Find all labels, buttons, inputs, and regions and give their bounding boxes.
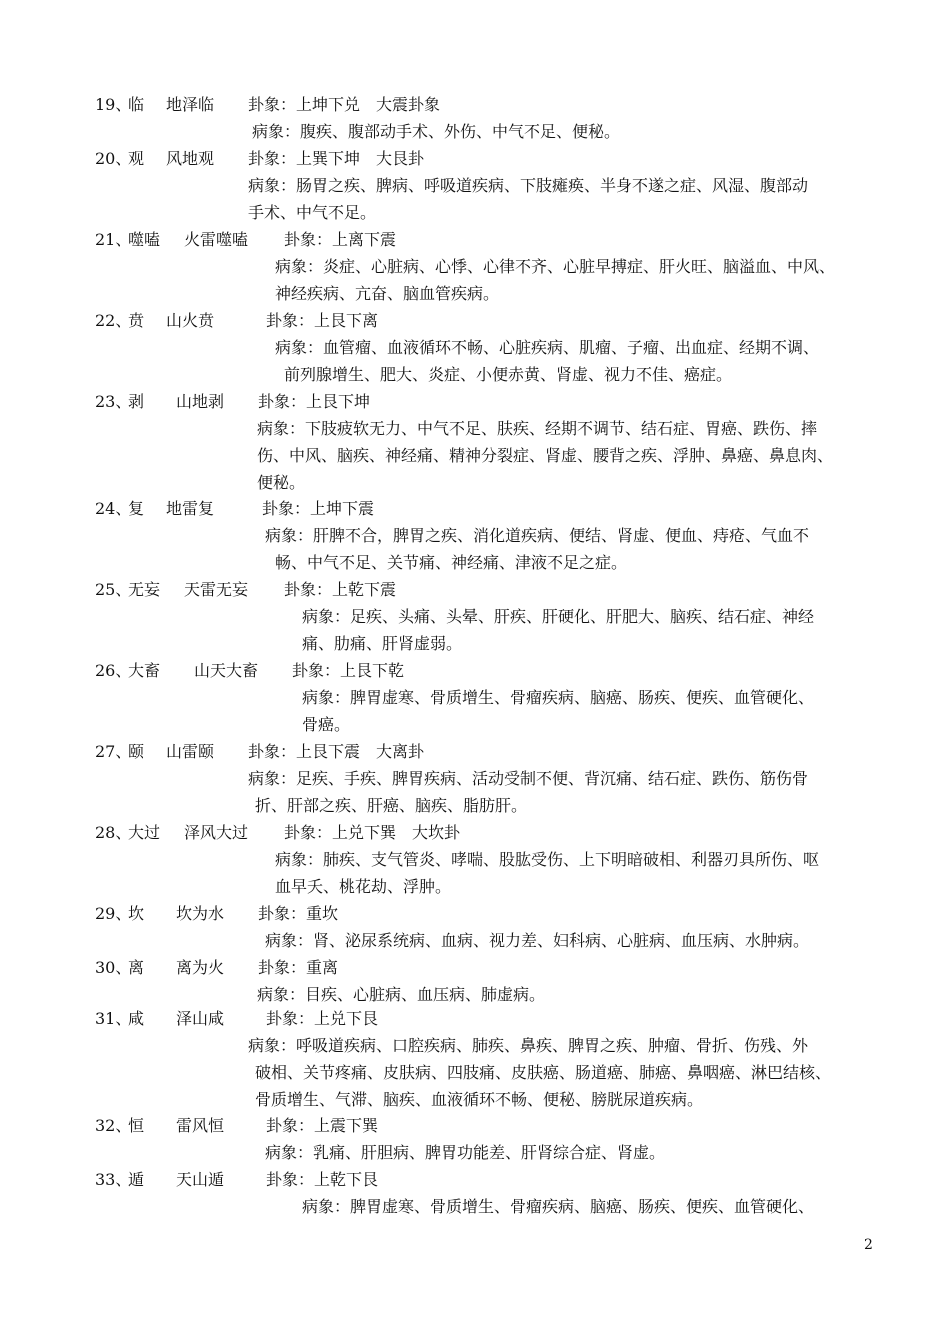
entry-header — [0, 388, 950, 415]
hexagram-name: 观 — [128, 149, 145, 168]
hexagram-full-name: 山天大畜 — [194, 661, 259, 680]
entry-number: 32、 — [95, 1116, 132, 1135]
gua-image: 卦象：重坎 — [258, 904, 339, 923]
hexagram-name: 离 — [128, 958, 145, 977]
disease-image-continued: 神经疾病、亢奋、脑血管疾病。 — [275, 284, 500, 303]
hexagram-name: 大畜 — [128, 661, 161, 680]
hexagram-full-name: 地雷复 — [166, 499, 215, 518]
disease-image: 病象：目疾、心脏病、血压病、肺虚病。 — [257, 985, 546, 1004]
disease-image-continued: 骨癌。 — [302, 715, 351, 734]
entry-number: 31、 — [95, 1009, 132, 1028]
disease-image-continued: 前列腺增生、肥大、炎症、小便赤黄、肾虚、视力不佳、癌症。 — [284, 365, 733, 384]
entry-header — [0, 1112, 950, 1139]
disease-image: 病象：炎症、心脏病、心悸、心律不齐、心脏早搏症、肝火旺、脑溢血、中风、 — [275, 257, 836, 276]
hexagram-full-name: 泽山咸 — [176, 1009, 225, 1028]
disease-image-continued: 痛、肋痛、肝肾虚弱。 — [302, 634, 463, 653]
gua-image: 卦象：上震下巽 — [266, 1116, 379, 1135]
entry-number: 22、 — [95, 311, 132, 330]
gua-image: 卦象：上乾下震 — [284, 580, 397, 599]
disease-image: 病象：乳痛、肝胆病、脾胃功能差、肝肾综合症、肾虚。 — [265, 1143, 666, 1162]
hexagram-name: 坎 — [128, 904, 145, 923]
hexagram-full-name: 风地观 — [166, 149, 215, 168]
hexagram-full-name: 天雷无妄 — [184, 580, 249, 599]
hexagram-name: 贲 — [128, 311, 145, 330]
disease-image-continued: 伤、中风、脑疾、神经痛、精神分裂症、肾虚、腰背之疾、浮肿、鼻癌、鼻息肉、 — [257, 446, 834, 465]
disease-image: 病象：腹疾、腹部动手术、外伤、中气不足、便秘。 — [252, 122, 621, 141]
entry-header — [0, 1005, 950, 1032]
entry-number: 25、 — [95, 580, 132, 599]
gua-image: 卦象：上艮下震 大离卦 — [248, 742, 425, 761]
entry-header — [0, 1166, 950, 1193]
entry-header — [0, 145, 950, 172]
gua-image: 卦象：重离 — [258, 958, 339, 977]
gua-image: 卦象：上巽下坤 大艮卦 — [248, 149, 425, 168]
entry-header — [0, 226, 950, 253]
gua-image: 卦象：上兑下巽 大坎卦 — [284, 823, 461, 842]
entry-number: 33、 — [95, 1170, 132, 1189]
disease-image: 病象：下肢疲软无力、中气不足、肤疾、经期不调节、结石症、胃癌、跌伤、摔 — [257, 419, 818, 438]
hexagram-name: 临 — [128, 95, 145, 114]
entry-number: 28、 — [95, 823, 132, 842]
hexagram-full-name: 火雷噬嗑 — [184, 230, 249, 249]
gua-image: 卦象：上艮下离 — [266, 311, 379, 330]
gua-image: 卦象：上兑下艮 — [266, 1009, 379, 1028]
disease-image: 病象：血管瘤、血液循环不畅、心脏疾病、肌瘤、子瘤、出血症、经期不调、 — [275, 338, 820, 357]
gua-image: 卦象：上艮下乾 — [292, 661, 405, 680]
hexagram-full-name: 山雷颐 — [166, 742, 215, 761]
hexagram-name: 遁 — [128, 1170, 145, 1189]
disease-image: 病象：肾、泌尿系统病、血病、视力差、妇科病、心脏病、血压病、水肿病。 — [265, 931, 810, 950]
disease-image-continued: 骨质增生、气滞、脑疾、血液循环不畅、便秘、膀胱尿道疾病。 — [255, 1090, 704, 1109]
disease-image: 病象：肺疾、支气管炎、哮喘、股肱受伤、上下明暗破相、利器刃具所伤、呕 — [275, 850, 820, 869]
hexagram-full-name: 山地剥 — [176, 392, 225, 411]
hexagram-name: 剥 — [128, 392, 145, 411]
entry-number: 19、 — [95, 95, 132, 114]
entry-number: 26、 — [95, 661, 132, 680]
gua-image: 卦象：上坤下震 — [262, 499, 375, 518]
disease-image: 病象：肝脾不合，脾胃之疾、消化道疾病、便结、肾虚、便血、痔疮、气血不 — [265, 526, 810, 545]
hexagram-name: 无妄 — [128, 580, 161, 599]
disease-image: 病象：脾胃虚寒、骨质增生、骨瘤疾病、脑癌、肠疾、便疾、血管硬化、 — [302, 688, 815, 707]
disease-image-continued: 便秘。 — [257, 473, 306, 492]
disease-image: 病象：脾胃虚寒、骨质增生、骨瘤疾病、脑癌、肠疾、便疾、血管硬化、 — [302, 1197, 815, 1216]
entry-number: 20、 — [95, 149, 132, 168]
gua-image: 卦象：上乾下艮 — [266, 1170, 379, 1189]
entry-header — [0, 900, 950, 927]
entry-header — [0, 954, 950, 981]
gua-image: 卦象：上离下震 — [284, 230, 397, 249]
hexagram-name: 颐 — [128, 742, 145, 761]
entry-header — [0, 307, 950, 334]
hexagram-name: 复 — [128, 499, 145, 518]
entry-number: 29、 — [95, 904, 132, 923]
gua-image: 卦象：上坤下兑 大震卦象 — [248, 95, 441, 114]
disease-image-continued: 畅、中气不足、关节痛、神经痛、津液不足之症。 — [275, 553, 628, 572]
disease-image-continued: 折、肝部之疾、肝癌、脑疾、脂肪肝。 — [255, 796, 528, 815]
disease-image-continued: 破相、关节疼痛、皮肤病、四肢痛、皮肤癌、肠道癌、肺癌、鼻咽癌、淋巴结核、 — [255, 1063, 832, 1082]
entry-header — [0, 738, 950, 765]
entry-number: 30、 — [95, 958, 132, 977]
hexagram-full-name: 坎为水 — [176, 904, 225, 923]
page-number: 2 — [864, 1237, 873, 1253]
gua-image: 卦象：上艮下坤 — [258, 392, 371, 411]
hexagram-full-name: 山火贲 — [166, 311, 215, 330]
entry-number: 27、 — [95, 742, 132, 761]
entry-header — [0, 495, 950, 522]
entry-number: 21、 — [95, 230, 132, 249]
entry-header — [0, 657, 950, 684]
disease-image: 病象：呼吸道疾病、口腔疾病、肺疾、鼻疾、脾胃之疾、肿瘤、骨折、伤残、外 — [248, 1036, 809, 1055]
entry-header — [0, 819, 950, 846]
entry-number: 24、 — [95, 499, 132, 518]
hexagram-name: 噬嗑 — [128, 230, 161, 249]
disease-image-continued: 手术、中气不足。 — [248, 203, 377, 222]
hexagram-full-name: 雷风恒 — [176, 1116, 225, 1135]
disease-image: 病象：足疾、手疾、脾胃疾病、活动受制不便、背沉痛、结石症、跌伤、筋伤骨 — [248, 769, 809, 788]
hexagram-full-name: 天山遁 — [176, 1170, 225, 1189]
entry-header — [0, 91, 950, 118]
disease-image: 病象：足疾、头痛、头晕、肝疾、肝硬化、肝肥大、脑疾、结石症、神经 — [302, 607, 815, 626]
entry-header — [0, 576, 950, 603]
hexagram-name: 咸 — [128, 1009, 145, 1028]
hexagram-full-name: 泽风大过 — [184, 823, 249, 842]
hexagram-full-name: 离为火 — [176, 958, 225, 977]
hexagram-name: 恒 — [128, 1116, 145, 1135]
hexagram-name: 大过 — [128, 823, 161, 842]
disease-image: 病象：肠胃之疾、脾病、呼吸道疾病、下肢瘫痪、半身不遂之症、风湿、腹部动 — [248, 176, 809, 195]
disease-image-continued: 血早夭、桃花劫、浮肿。 — [275, 877, 452, 896]
entry-number: 23、 — [95, 392, 132, 411]
hexagram-full-name: 地泽临 — [166, 95, 215, 114]
